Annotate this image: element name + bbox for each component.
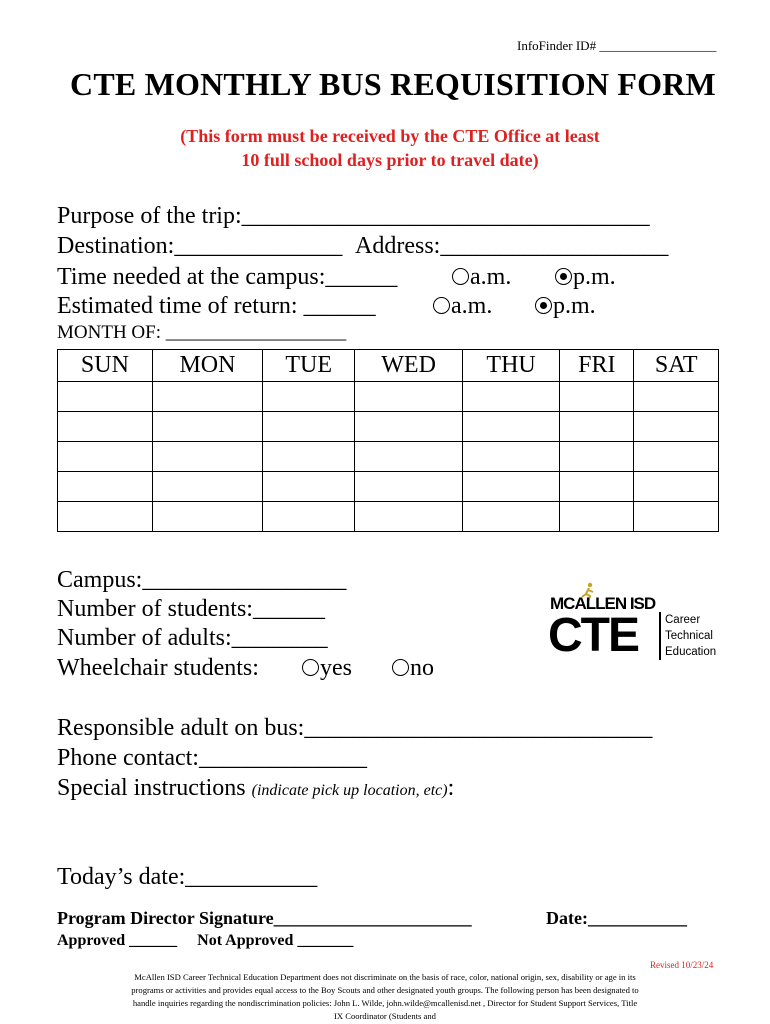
calendar-day-header: SUN bbox=[58, 350, 153, 382]
radio-button-icon[interactable] bbox=[302, 659, 319, 676]
pm-label: p.m. bbox=[573, 264, 616, 290]
purpose-field[interactable]: Purpose of the trip:__________________________________ bbox=[57, 203, 650, 229]
am-label: a.m. bbox=[451, 293, 493, 319]
calendar-day-cell[interactable] bbox=[462, 472, 559, 502]
calendar-day-cell[interactable] bbox=[560, 382, 634, 412]
return-time-label: Estimated time of return: _____ bbox=[57, 293, 364, 319]
no-label: no bbox=[410, 655, 434, 681]
calendar-day-cell[interactable] bbox=[263, 472, 355, 502]
special-instructions-label: Special instructions bbox=[57, 775, 246, 801]
calendar-day-header: MON bbox=[152, 350, 262, 382]
wheelchair-yes-option[interactable] bbox=[302, 653, 352, 683]
calendar-day-cell[interactable] bbox=[355, 502, 463, 532]
form-title: CTE MONTHLY BUS REQUISITION FORM bbox=[70, 66, 716, 102]
mcallen-isd-cte-logo bbox=[548, 582, 718, 662]
pm-label: p.m. bbox=[553, 293, 596, 319]
wheelchair-no-option[interactable] bbox=[392, 653, 434, 683]
deadline-notice-line-1: (This form must be received by the CTE Office at least bbox=[180, 126, 600, 146]
calendar-day-cell[interactable] bbox=[634, 412, 719, 442]
calendar-day-cell[interactable] bbox=[58, 472, 153, 502]
calendar-week-row bbox=[58, 442, 719, 472]
nondiscrimination-statement: McAllen ISD Career Technical Education Department does not discriminate on the basis of race, color, national origin, sex, disability or age in its programs or activities and provides equal access to the Boy Scouts and other designated youth groups. The following person has been designated to handle inquiries regarding the nondiscrimination policies: John L. Wilde, john.wilde@mcallenisd.net , Director for Student Support Services, Title IX Coordinator (Students and bbox=[131, 972, 639, 1021]
calendar-day-cell[interactable] bbox=[58, 382, 153, 412]
calendar-day-header: WED bbox=[355, 350, 463, 382]
calendar-day-cell[interactable] bbox=[355, 382, 463, 412]
campus-field[interactable]: Campus:_________________ bbox=[57, 567, 347, 593]
am-label: a.m. bbox=[470, 264, 512, 290]
revision-date: Revised 10/23/24 bbox=[650, 960, 714, 970]
month-of-field[interactable]: MONTH OF: ___________________ bbox=[57, 322, 347, 343]
calendar-week-row bbox=[58, 382, 719, 412]
infofinder-id-field[interactable]: InfoFinder ID# __________________ bbox=[517, 38, 717, 53]
calendar-day-header: TUE bbox=[263, 350, 355, 382]
calendar-day-cell[interactable] bbox=[560, 442, 634, 472]
calendar-day-cell[interactable] bbox=[152, 442, 262, 472]
calendar-body bbox=[58, 382, 719, 532]
wheelchair-label: Wheelchair students: bbox=[57, 655, 259, 681]
todays-date-field[interactable]: Today’s date:___________ bbox=[57, 864, 318, 890]
calendar-day-cell[interactable] bbox=[152, 382, 262, 412]
logo-word-career: Career bbox=[665, 614, 701, 626]
calendar-day-cell[interactable] bbox=[355, 412, 463, 442]
radio-button-icon[interactable] bbox=[452, 268, 469, 285]
calendar-day-cell[interactable] bbox=[634, 472, 719, 502]
calendar-header-row bbox=[58, 350, 719, 382]
logo-word-technical: Technical bbox=[665, 630, 713, 642]
logo-district: MCALLEN ISD bbox=[550, 594, 656, 613]
calendar-day-cell[interactable] bbox=[152, 472, 262, 502]
return-time-field[interactable] bbox=[57, 291, 376, 321]
return-am-option[interactable] bbox=[433, 291, 492, 321]
logo-words bbox=[659, 612, 716, 660]
calendar-day-cell[interactable] bbox=[462, 412, 559, 442]
calendar-day-cell[interactable] bbox=[355, 442, 463, 472]
adults-field[interactable]: Number of adults:________ bbox=[57, 625, 328, 651]
calendar-day-cell[interactable] bbox=[263, 382, 355, 412]
logo-word-education: Education bbox=[665, 646, 717, 658]
calendar-day-cell[interactable] bbox=[462, 442, 559, 472]
calendar-day-header: SAT bbox=[634, 350, 719, 382]
calendar-day-cell[interactable] bbox=[58, 502, 153, 532]
calendar-day-cell[interactable] bbox=[263, 502, 355, 532]
radio-button-icon[interactable] bbox=[433, 297, 450, 314]
calendar-day-cell[interactable] bbox=[152, 502, 262, 532]
calendar-day-cell[interactable] bbox=[560, 472, 634, 502]
calendar-day-cell[interactable] bbox=[560, 502, 634, 532]
calendar-day-cell[interactable] bbox=[263, 442, 355, 472]
yes-label: yes bbox=[320, 655, 352, 681]
calendar-day-cell[interactable] bbox=[462, 502, 559, 532]
destination-field[interactable]: Destination:______________ bbox=[57, 233, 343, 259]
time-needed-pm-option[interactable] bbox=[555, 262, 616, 292]
phone-contact-field[interactable]: Phone contact:______________ bbox=[57, 745, 367, 771]
return-pm-option[interactable] bbox=[535, 291, 596, 321]
special-instructions-field[interactable] bbox=[57, 773, 454, 806]
radio-button-selected-icon[interactable] bbox=[555, 268, 572, 285]
address-field[interactable]: Address:___________________ bbox=[355, 233, 669, 259]
approved-field[interactable]: Approved ______ bbox=[57, 932, 178, 949]
calendar-day-cell[interactable] bbox=[152, 412, 262, 442]
time-needed-field[interactable]: Time needed at the campus:______ bbox=[57, 264, 398, 290]
not-approved-field[interactable]: Not Approved _______ bbox=[197, 932, 354, 949]
return-time-suffix: _ bbox=[363, 293, 376, 319]
deadline-notice-line-2: 10 full school days prior to travel date) bbox=[241, 150, 539, 170]
calendar-day-header: THU bbox=[462, 350, 559, 382]
students-field[interactable]: Number of students:______ bbox=[57, 596, 325, 622]
radio-button-selected-icon[interactable] bbox=[535, 297, 552, 314]
approval-row bbox=[57, 932, 353, 950]
calendar-day-cell[interactable] bbox=[634, 442, 719, 472]
calendar-day-cell[interactable] bbox=[634, 502, 719, 532]
calendar-day-cell[interactable] bbox=[560, 412, 634, 442]
calendar-day-header: FRI bbox=[560, 350, 634, 382]
calendar-table bbox=[57, 349, 719, 532]
special-instructions-note: (indicate pick up location, etc) bbox=[251, 782, 448, 799]
responsible-adult-field[interactable]: Responsible adult on bus:_____________________________ bbox=[57, 715, 653, 741]
signature-date-field[interactable]: Date:___________ bbox=[546, 908, 687, 928]
calendar-day-cell[interactable] bbox=[462, 382, 559, 412]
program-director-signature-field[interactable]: Program Director Signature______________________ bbox=[57, 908, 472, 928]
calendar-day-cell[interactable] bbox=[634, 382, 719, 412]
special-instructions-colon: : bbox=[447, 775, 455, 801]
logo-acronym: CTE bbox=[548, 609, 638, 662]
calendar-day-cell[interactable] bbox=[58, 442, 153, 472]
calendar-day-cell[interactable] bbox=[263, 412, 355, 442]
calendar-week-row bbox=[58, 412, 719, 442]
calendar-day-cell[interactable] bbox=[58, 412, 153, 442]
time-needed-am-option[interactable] bbox=[452, 262, 511, 292]
calendar-week-row bbox=[58, 502, 719, 532]
radio-button-icon[interactable] bbox=[392, 659, 409, 676]
calendar-day-cell[interactable] bbox=[355, 472, 463, 502]
calendar-week-row bbox=[58, 472, 719, 502]
